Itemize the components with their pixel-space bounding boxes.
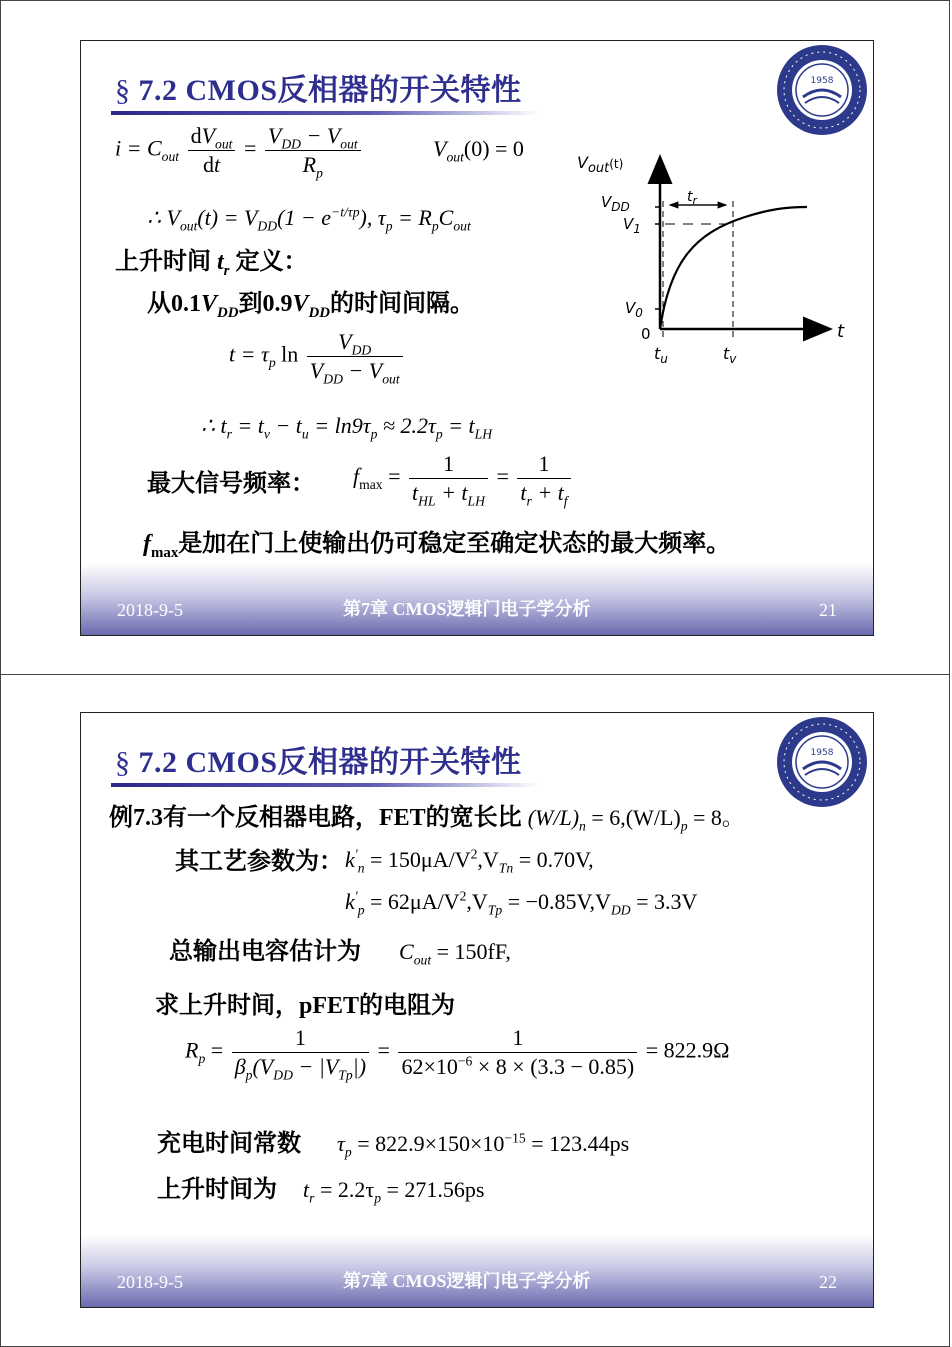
footer-date: 2018-9-5 — [117, 600, 183, 620]
title-underline — [111, 111, 541, 115]
x-axis-label: t — [837, 321, 845, 342]
tv-label: $t_v$ — [723, 344, 737, 366]
slide-title — [115, 737, 522, 781]
logo-year: 1958 — [810, 748, 834, 758]
slide-footer — [81, 563, 873, 635]
tr-label: $t_r$ — [687, 189, 698, 207]
equation-time-constant: $\tau_p = 822.9\times 150\times 10^{-15} = 123.44ps$ — [337, 1130, 630, 1160]
vdd-label: $V_{DD}$ — [601, 193, 630, 214]
equation-initial-condition: $V_{out}(0) = 0$ — [433, 136, 524, 165]
footer-page-number: 22 — [819, 1272, 837, 1292]
page-half-bottom — [0, 674, 950, 1347]
logo-year: 1958 — [810, 76, 834, 86]
slide-footer — [81, 1235, 873, 1307]
slide-title — [115, 65, 522, 109]
width-length-ratio: $(W/L)_n = 6,(W/L)_p = 8$。 — [527, 805, 744, 834]
title-text: 7.2 CMOS反相器的开关特性 — [138, 746, 522, 779]
max-frequency-label: 最大信号频率： — [147, 471, 315, 497]
output-capacitance-label: 总输出电容估计为 — [169, 939, 361, 965]
slide-22 — [80, 712, 874, 1308]
title-underline — [111, 783, 541, 787]
v0-label: $V_0$ — [625, 299, 643, 320]
fmax-description: $f_{max}$是加在门上使输出仍可稳定至确定状态的最大频率。 — [143, 531, 731, 561]
equation-pfet-resistance: $R_p$ = $\frac{1}{\beta_p(V_{DD} - |V_{Tp}|)}$ = $\frac{1}{62\times 10^{-6} \times 8 \times (3.3 - 0.85)}$ = 822.9Ω — [185, 1025, 730, 1083]
university-seal-logo — [775, 715, 869, 809]
university-seal-logo — [775, 43, 869, 137]
slide-21 — [80, 40, 874, 636]
rise-time-definition-heading: 上升时间 $t_r$ 定义： — [115, 249, 308, 279]
footer-chapter: 第7章 CMOS逻辑门电子学分析 — [343, 1271, 591, 1291]
equation-fmax: $f_{max}$ = $\frac{1}{t_{HL} + t_{LH}}$ = $\frac{1}{t_r + t_f}$ — [353, 453, 574, 504]
process-params-label: 其工艺参数为： — [175, 849, 343, 875]
origin-label: 0 — [641, 325, 651, 343]
pfet-resistance-label: 求上升时间，pFET的电阻为 — [155, 993, 456, 1019]
equation-rise-time: $t_r = 2.2\tau_p = 271.56ps$ — [303, 1177, 485, 1206]
section-sign: § — [115, 74, 131, 107]
tu-label: $t_u$ — [654, 344, 668, 366]
example-intro: 例7.3有一个反相器电路，FET的宽长比 $(W/L)_n = 6,(W/L)_p = 8$。 — [109, 805, 744, 834]
rise-time-label: 上升时间为 — [157, 1177, 277, 1203]
equation-charge-current: $i = C_{out}$ $\frac{dV_{out}}{dt}$ = $\frac{V_{DD} - V_{out}}{R_p}$ — [115, 125, 364, 176]
charge-time-constant-label: 充电时间常数 — [157, 1131, 301, 1157]
equation-vout-solution: ∴ $V_{out}(t) = V_{DD}(1 - e^{-t/\tau p})$, $\tau_p = R_pC_{out}$ — [147, 204, 471, 234]
process-params-pfet: $k'_p = 62\mu A/V^2,V_{Tp} = -0.85V,V_{DD} = 3.3V$ — [345, 888, 698, 918]
output-capacitance-value: $C_{out} = 150fF$, — [399, 939, 511, 968]
v1-label: $V_1$ — [623, 215, 641, 236]
equation-log-time: $t = \tau_p$ ln $\frac{V_{DD}}{V_{DD} - V_{out}}$ — [229, 331, 406, 382]
footer-page-number: 21 — [819, 600, 837, 620]
equation-rise-time-result: ∴ $t_r = t_v - t_u = \ln 9\tau_p \approx 2.2\tau_p = t_{LH}$ — [201, 413, 493, 442]
footer-chapter: 第7章 CMOS逻辑门电子学分析 — [343, 599, 591, 619]
footer-date: 2018-9-5 — [117, 1272, 183, 1292]
rise-time-interval-text: 从$0.1V_{DD}$到$0.9V_{DD}$的时间间隔。 — [147, 291, 475, 321]
section-sign: § — [115, 746, 131, 779]
vout-rise-waveform-diagram — [575, 141, 865, 381]
process-params-nfet: $k'_n = 150\mu A/V^2,V_{Tn} = 0.70V$, — [345, 846, 594, 876]
y-axis-label: $V_{out}^{(t)}$ — [577, 153, 624, 176]
title-text: 7.2 CMOS反相器的开关特性 — [138, 74, 522, 107]
